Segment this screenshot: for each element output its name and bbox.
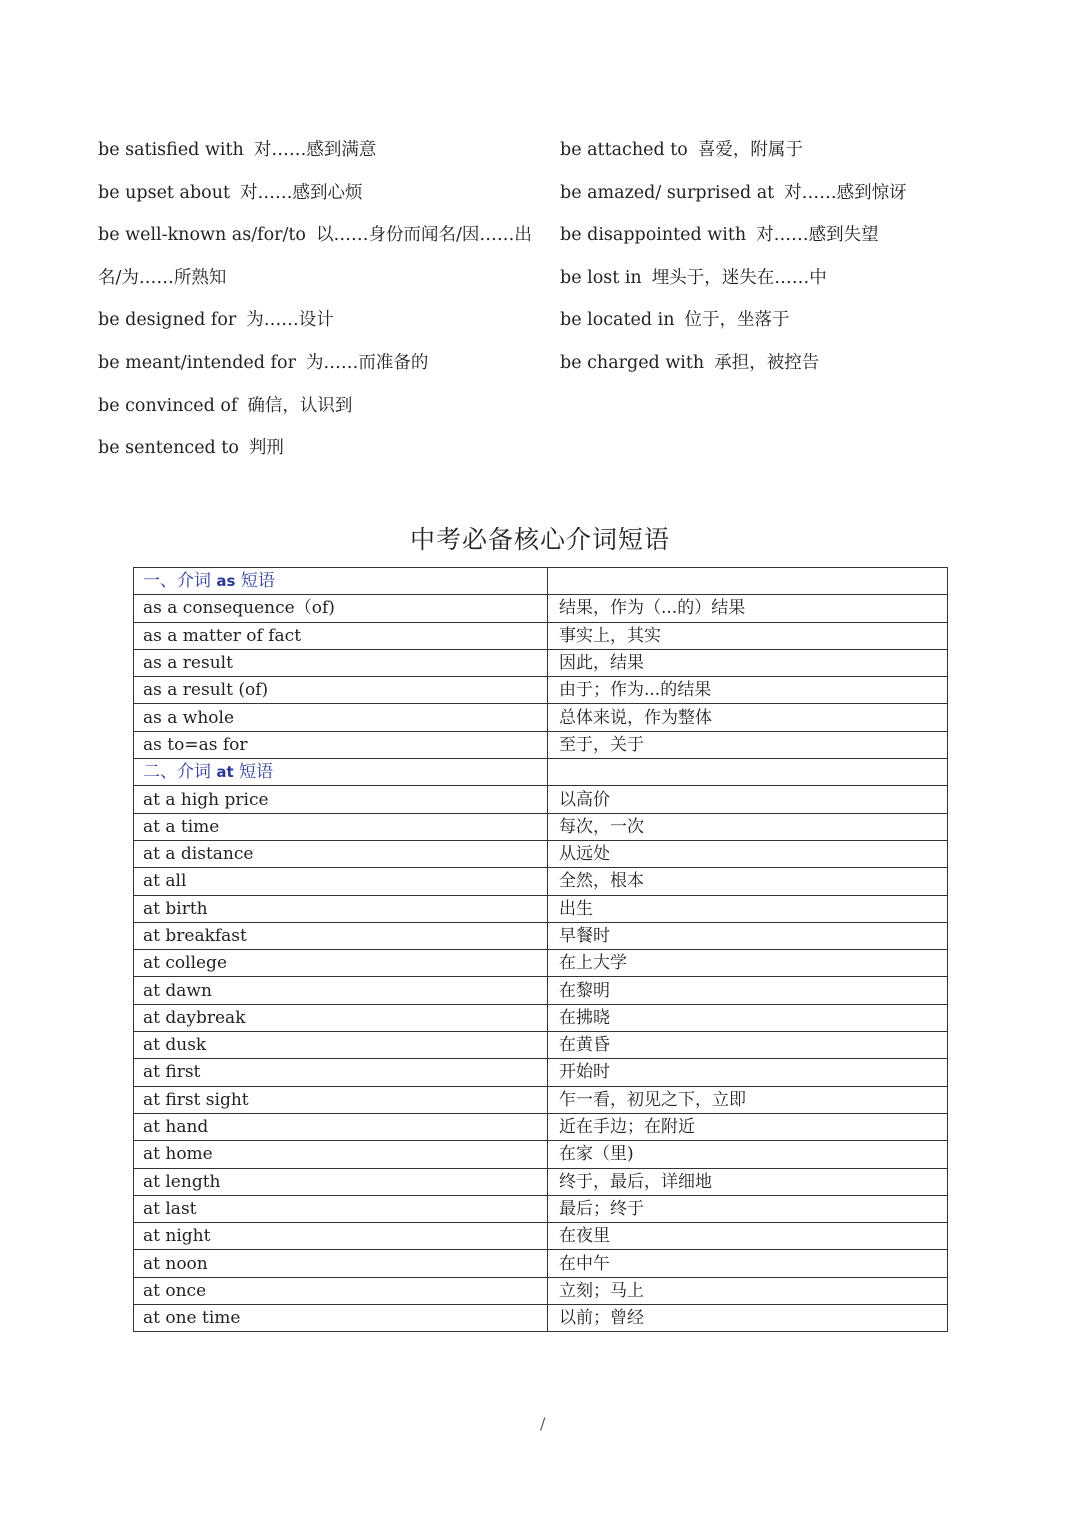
phrase-meaning-cell: 乍一看，初见之下，立即 bbox=[548, 1086, 948, 1113]
section-keyword: as bbox=[216, 572, 236, 591]
phrase-english: be located in bbox=[560, 310, 675, 331]
phrase-meaning-cell: 在黄昏 bbox=[548, 1032, 948, 1059]
phrase-english: be charged with bbox=[560, 352, 705, 373]
phrase-line bbox=[98, 299, 538, 342]
phrase-meaning-cell: 从远处 bbox=[548, 840, 948, 867]
phrase-line bbox=[98, 427, 538, 470]
table-row bbox=[134, 1141, 948, 1168]
table-row bbox=[134, 1059, 948, 1086]
table-section-row bbox=[134, 568, 948, 595]
phrase-english-cell: at dawn bbox=[134, 977, 548, 1004]
phrase-english-cell: at dusk bbox=[134, 1032, 548, 1059]
phrase-meaning-cell: 因此，结果 bbox=[548, 649, 948, 676]
phrase-english-cell: as a consequence（of) bbox=[134, 595, 548, 622]
table-row bbox=[134, 704, 948, 731]
phrase-chinese: 位于，坐落于 bbox=[684, 310, 790, 331]
table-row bbox=[134, 950, 948, 977]
phrase-english-cell: at one time bbox=[134, 1305, 548, 1332]
phrase-english-cell: at once bbox=[134, 1277, 548, 1304]
phrase-english-cell: as to=as for bbox=[134, 731, 548, 758]
phrase-meaning-cell: 终于，最后，详细地 bbox=[548, 1168, 948, 1195]
phrase-english: be upset about bbox=[98, 182, 231, 203]
phrase-english: be well-known as/for/to bbox=[98, 225, 306, 246]
table-section-row bbox=[134, 759, 948, 786]
phrase-chinese: 为……设计 bbox=[246, 310, 334, 331]
phrase-line bbox=[98, 214, 538, 257]
phrase-chinese: 判刑 bbox=[248, 438, 284, 459]
table-row bbox=[134, 813, 948, 840]
phrase-line bbox=[560, 257, 1000, 300]
phrase-meaning-cell: 在中午 bbox=[548, 1250, 948, 1277]
table-row bbox=[134, 1250, 948, 1277]
table-row bbox=[134, 1086, 948, 1113]
phrase-meaning-cell bbox=[548, 568, 948, 595]
phrase-meaning-cell: 最后；终于 bbox=[548, 1195, 948, 1222]
phrase-line bbox=[560, 129, 1000, 172]
phrase-meaning-cell: 在黎明 bbox=[548, 977, 948, 1004]
phrase-english-cell: at college bbox=[134, 950, 548, 977]
phrase-chinese: 对……感到心烦 bbox=[240, 182, 363, 203]
phrase-chinese: 确信，认识到 bbox=[247, 395, 353, 416]
table-row bbox=[134, 1032, 948, 1059]
table-row bbox=[134, 1223, 948, 1250]
table-row bbox=[134, 1168, 948, 1195]
phrase-english-cell: at hand bbox=[134, 1113, 548, 1140]
phrase-english-cell: at home bbox=[134, 1141, 548, 1168]
table-row bbox=[134, 840, 948, 867]
phrase-english-cell: at last bbox=[134, 1195, 548, 1222]
phrase-english-cell: at night bbox=[134, 1223, 548, 1250]
phrase-english-cell: at a time bbox=[134, 813, 548, 840]
table-row bbox=[134, 649, 948, 676]
phrase-meaning-cell: 每次，一次 bbox=[548, 813, 948, 840]
section-heading bbox=[134, 568, 548, 595]
phrase-english-cell: at a distance bbox=[134, 840, 548, 867]
table-row bbox=[134, 1277, 948, 1304]
phrase-english: be lost in bbox=[560, 267, 642, 288]
phrase-meaning-cell: 开始时 bbox=[548, 1059, 948, 1086]
phrase-meaning-cell: 早餐时 bbox=[548, 922, 948, 949]
phrase-chinese: 对……感到惊讶 bbox=[784, 182, 907, 203]
phrase-line bbox=[98, 257, 538, 300]
phrase-chinese: 埋头于，迷失在……中 bbox=[651, 267, 827, 288]
table-row bbox=[134, 1113, 948, 1140]
phrase-meaning-cell: 出生 bbox=[548, 895, 948, 922]
phrase-english: be meant/intended for bbox=[98, 352, 296, 373]
phrase-meaning-cell: 近在手边；在附近 bbox=[548, 1113, 948, 1140]
phrase-meaning-cell: 事实上，其实 bbox=[548, 622, 948, 649]
page-number: / bbox=[540, 1414, 546, 1433]
table-row bbox=[134, 595, 948, 622]
phrase-english-cell: at breakfast bbox=[134, 922, 548, 949]
page-title: 中考必备核心介词短语 bbox=[409, 525, 670, 554]
phrase-line bbox=[560, 299, 1000, 342]
phrase-meaning-cell: 总体来说，作为整体 bbox=[548, 704, 948, 731]
table-row bbox=[134, 786, 948, 813]
phrase-line bbox=[560, 172, 1000, 215]
phrase-english-cell: as a result (of) bbox=[134, 677, 548, 704]
phrase-english-cell: at birth bbox=[134, 895, 548, 922]
phrase-english: be attached to bbox=[560, 140, 688, 160]
section-keyword: at bbox=[216, 763, 234, 782]
section-suffix: 短语 bbox=[235, 571, 275, 592]
phrase-chinese: 名/为……所熟知 bbox=[98, 267, 227, 288]
phrase-english-cell: at all bbox=[134, 868, 548, 895]
phrase-table bbox=[133, 567, 948, 1332]
table-row bbox=[134, 868, 948, 895]
phrase-list-left bbox=[98, 129, 538, 470]
phrase-english-cell: at first bbox=[134, 1059, 548, 1086]
phrase-meaning-cell: 至于，关于 bbox=[548, 731, 948, 758]
phrase-chinese: 承担，被控告 bbox=[714, 352, 820, 373]
phrase-meaning-cell: 以高价 bbox=[548, 786, 948, 813]
phrase-meaning-cell: 立刻；马上 bbox=[548, 1277, 948, 1304]
phrase-english-cell: at first sight bbox=[134, 1086, 548, 1113]
phrase-english: be amazed/ surprised at bbox=[560, 182, 775, 203]
phrase-meaning-cell: 结果，作为（...的）结果 bbox=[548, 595, 948, 622]
table-row bbox=[134, 1004, 948, 1031]
phrase-english-cell: at daybreak bbox=[134, 1004, 548, 1031]
phrase-line bbox=[98, 129, 538, 172]
table-row bbox=[134, 1305, 948, 1332]
phrase-meaning-cell: 由于；作为...的结果 bbox=[548, 677, 948, 704]
section-suffix: 短语 bbox=[233, 762, 274, 783]
table-row bbox=[134, 1195, 948, 1222]
phrase-english: be convinced of bbox=[98, 395, 238, 416]
phrase-list-right bbox=[560, 129, 1000, 385]
phrase-chinese: 以……身份而闻名/因……出 bbox=[315, 225, 532, 246]
phrase-meaning-cell: 以前；曾经 bbox=[548, 1305, 948, 1332]
phrase-chinese: 为……而准备的 bbox=[305, 352, 429, 373]
section-prefix: 一、介词 bbox=[143, 571, 217, 592]
phrase-meaning-cell bbox=[548, 759, 948, 786]
phrase-line bbox=[98, 172, 538, 215]
phrase-meaning-cell: 在拂晓 bbox=[548, 1004, 948, 1031]
section-heading bbox=[134, 759, 548, 786]
section-prefix: 二、介词 bbox=[143, 762, 217, 783]
table-row bbox=[134, 622, 948, 649]
table-row bbox=[134, 731, 948, 758]
phrase-line bbox=[560, 342, 1000, 385]
phrase-english-cell: as a result bbox=[134, 649, 548, 676]
phrase-english-cell: at a high price bbox=[134, 786, 548, 813]
phrase-meaning-cell: 全然，根本 bbox=[548, 868, 948, 895]
phrase-english-cell: at noon bbox=[134, 1250, 548, 1277]
phrase-english-cell: at length bbox=[134, 1168, 548, 1195]
phrase-line bbox=[560, 214, 1000, 257]
phrase-chinese: 喜爱，附属于 bbox=[697, 140, 803, 160]
table-row bbox=[134, 922, 948, 949]
phrase-meaning-cell: 在家（里) bbox=[548, 1141, 948, 1168]
phrase-chinese: 对……感到满意 bbox=[253, 140, 377, 160]
phrase-chinese: 对……感到失望 bbox=[756, 225, 879, 246]
phrase-english: be satisfied with bbox=[98, 140, 244, 160]
phrase-line bbox=[98, 385, 538, 428]
phrase-meaning-cell: 在上大学 bbox=[548, 950, 948, 977]
table-row bbox=[134, 677, 948, 704]
phrase-english: be sentenced to bbox=[98, 438, 239, 459]
phrase-english-cell: as a matter of fact bbox=[134, 622, 548, 649]
phrase-line bbox=[98, 342, 538, 385]
phrase-english-cell: as a whole bbox=[134, 704, 548, 731]
table-row bbox=[134, 895, 948, 922]
phrase-english: be designed for bbox=[98, 310, 237, 331]
phrase-english: be disappointed with bbox=[560, 225, 747, 246]
phrase-meaning-cell: 在夜里 bbox=[548, 1223, 948, 1250]
table-row bbox=[134, 977, 948, 1004]
